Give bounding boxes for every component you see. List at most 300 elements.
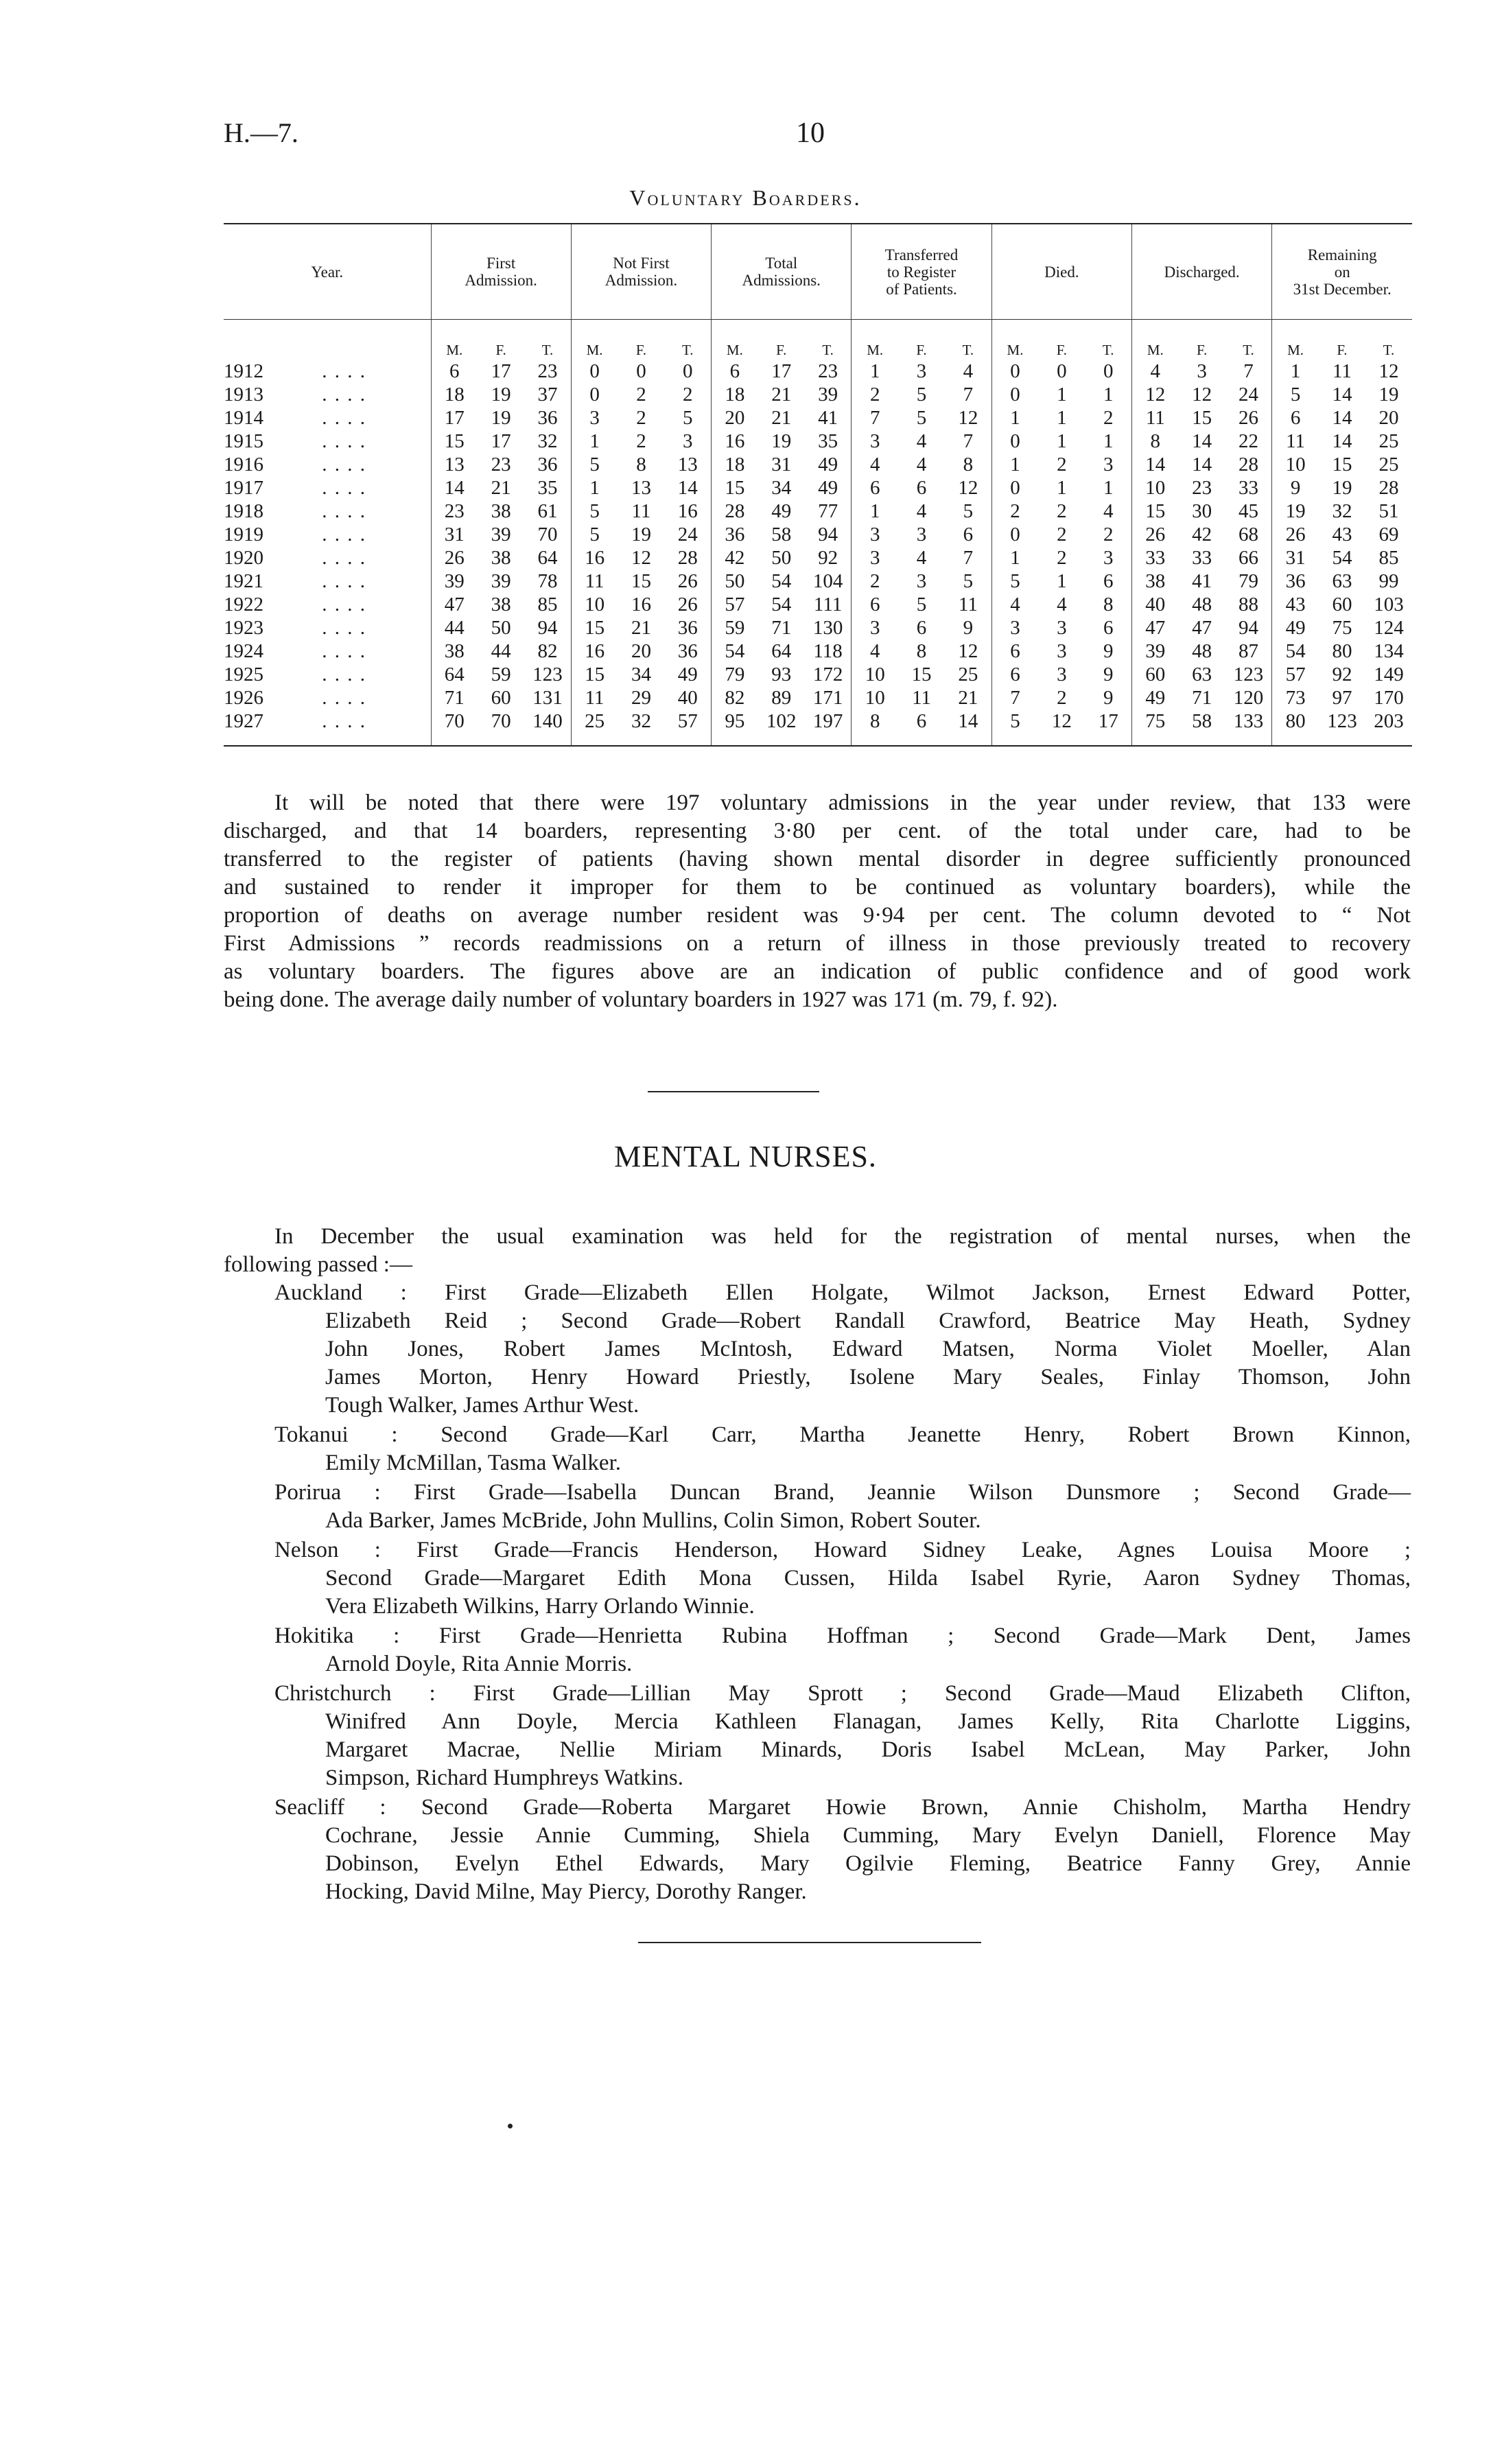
value-cell: 32 <box>631 710 651 732</box>
value-cell: 5 <box>683 407 693 429</box>
value-cell: 6 <box>916 617 927 639</box>
table-body <box>224 360 1412 746</box>
value-cell: 25 <box>958 664 978 685</box>
year-cell <box>224 406 431 430</box>
value-cell: 124 <box>1374 617 1404 639</box>
value-cell: 59 <box>491 664 511 685</box>
sub-header-t: T. <box>682 342 694 358</box>
value-cell: 33 <box>1192 547 1212 569</box>
sub-header-t: T. <box>1102 342 1114 358</box>
year-cell <box>224 616 431 640</box>
value-cell: 87 <box>1238 640 1258 662</box>
nurse-entry-line: Dobinson, Evelyn Ethel Edwards, Mary Ogilvie Fleming, Beatrice Fanny Grey, Annie <box>325 1851 1411 1876</box>
value-cell: 111 <box>813 594 843 615</box>
value-cell: 19 <box>771 430 792 452</box>
value-cell: 14 <box>431 476 478 500</box>
sub-header-m: M. <box>571 320 618 360</box>
value-cell: 2 <box>636 407 646 429</box>
table-row <box>224 640 1412 663</box>
value-cell: 6 <box>852 476 898 500</box>
column-header-line: to Register <box>887 263 956 281</box>
value-cell: 19 <box>631 524 651 545</box>
value-cell: 9 <box>1103 687 1114 709</box>
stray-dot-mark <box>508 2124 513 2128</box>
value-cell: 3 <box>916 360 927 382</box>
nurse-entry-line: Winifred Ann Doyle, Mercia Kathleen Flanagan, James Kelly, Rita Charlotte Liggins, <box>325 1709 1411 1734</box>
value-cell: 26 <box>1272 523 1319 546</box>
value-cell: 16 <box>631 594 651 615</box>
value-cell: 54 <box>1332 547 1352 569</box>
sub-header-m: M. <box>1132 320 1179 360</box>
year-value: 1926 <box>224 687 263 709</box>
value-cell: 64 <box>537 547 558 569</box>
sub-header-f: F. <box>1056 342 1067 358</box>
value-cell: 71 <box>431 686 478 709</box>
leader-dots: . . . . <box>322 454 366 476</box>
value-cell: 54 <box>1272 640 1319 663</box>
value-cell: 20 <box>712 406 758 430</box>
value-cell: 47 <box>1192 617 1212 639</box>
value-cell: 123 <box>532 664 563 685</box>
value-cell: 82 <box>537 640 558 662</box>
year-value: 1920 <box>224 547 263 569</box>
value-cell: 18 <box>712 453 758 476</box>
value-cell: 37 <box>537 384 558 406</box>
year-cell <box>224 546 431 570</box>
value-cell: 6 <box>852 593 898 616</box>
value-cell: 7 <box>963 430 974 452</box>
year-cell <box>224 523 431 546</box>
value-cell: 89 <box>771 687 792 709</box>
nurse-entry <box>224 1794 1411 1906</box>
value-cell: 23 <box>491 454 511 476</box>
year-value: 1912 <box>224 360 263 382</box>
value-cell: 21 <box>491 477 511 499</box>
value-cell: 64 <box>431 663 478 686</box>
value-cell: 12 <box>631 547 651 569</box>
value-cell: 41 <box>818 407 838 429</box>
table-row <box>224 686 1412 709</box>
value-cell: 28 <box>677 547 698 569</box>
value-cell: 44 <box>431 616 478 640</box>
value-cell: 28 <box>1238 454 1258 476</box>
value-cell: 36 <box>712 523 758 546</box>
value-cell: 1 <box>1057 430 1067 452</box>
leader-dots: . . . . <box>322 617 366 639</box>
value-cell: 9 <box>1272 476 1319 500</box>
value-cell: 80 <box>1272 709 1319 746</box>
value-cell: 0 <box>991 383 1038 406</box>
value-cell: 15 <box>431 430 478 453</box>
value-cell: 51 <box>1378 500 1399 522</box>
value-cell: 104 <box>812 570 843 592</box>
value-cell: 1 <box>852 500 898 523</box>
value-cell: 42 <box>712 546 758 570</box>
value-cell: 8 <box>916 640 927 662</box>
column-header-3 <box>712 224 852 320</box>
value-cell: 26 <box>1132 523 1179 546</box>
value-cell: 71 <box>771 617 792 639</box>
leader-dots: . . . . <box>322 430 366 452</box>
value-cell: 3 <box>916 570 927 592</box>
value-cell: 66 <box>1238 547 1258 569</box>
value-cell: 3 <box>1103 454 1114 476</box>
column-header-line: Died. <box>1044 263 1079 281</box>
column-header-line: on <box>1334 263 1350 281</box>
section-divider-rule <box>648 1091 819 1092</box>
value-cell: 8 <box>636 454 646 476</box>
sub-header-t: T. <box>1243 342 1254 358</box>
column-header-7 <box>1272 224 1412 320</box>
nurse-entry-line: Auckland : First Grade—Elizabeth Ellen Holgate, Wilmot Jackson, Ernest Edward Potter, <box>274 1280 1411 1305</box>
year-cell <box>224 500 431 523</box>
end-divider-rule <box>638 1942 981 1943</box>
value-cell: 134 <box>1374 640 1404 662</box>
value-cell: 19 <box>491 407 511 429</box>
year-cell <box>224 663 431 686</box>
value-cell: 41 <box>1192 570 1212 592</box>
value-cell: 39 <box>491 524 511 545</box>
value-cell: 57 <box>712 593 758 616</box>
value-cell: 94 <box>818 524 838 545</box>
value-cell: 103 <box>1374 594 1404 615</box>
value-cell: 6 <box>991 640 1038 663</box>
value-cell: 6 <box>1103 617 1114 639</box>
value-cell: 11 <box>1332 360 1352 382</box>
value-cell: 5 <box>1272 383 1319 406</box>
value-cell: 50 <box>771 547 792 569</box>
nurse-entry-line: James Morton, Henry Howard Priestly, Isolene Mary Seales, Finlay Thomson, John <box>325 1365 1411 1389</box>
value-cell: 88 <box>1238 594 1258 615</box>
value-cell: 6 <box>916 477 927 499</box>
value-cell: 25 <box>571 709 618 746</box>
value-cell: 12 <box>1378 360 1399 382</box>
column-header-line: 31st December. <box>1293 280 1392 298</box>
value-cell: 22 <box>1238 430 1258 452</box>
year-value: 1917 <box>224 477 263 499</box>
value-cell: 57 <box>1272 663 1319 686</box>
value-cell: 97 <box>1332 687 1352 709</box>
value-cell: 60 <box>1132 663 1179 686</box>
year-cell <box>224 640 431 663</box>
value-cell: 39 <box>431 570 478 593</box>
value-cell: 49 <box>771 500 792 522</box>
value-cell: 16 <box>571 546 618 570</box>
column-header-5 <box>991 224 1131 320</box>
value-cell: 13 <box>431 453 478 476</box>
value-cell: 120 <box>1233 687 1264 709</box>
value-cell: 75 <box>1332 617 1352 639</box>
year-cell <box>224 360 431 383</box>
value-cell: 2 <box>991 500 1038 523</box>
year-value: 1927 <box>224 710 263 732</box>
value-cell: 172 <box>812 664 843 685</box>
value-cell: 17 <box>491 360 511 382</box>
value-cell: 8 <box>1132 430 1179 453</box>
value-cell: 14 <box>1132 453 1179 476</box>
value-cell: 13 <box>631 477 651 499</box>
nurse-entry-line: Hokitika : First Grade—Henrietta Rubina Hoffman ; Second Grade—Mark Dent, James <box>274 1623 1411 1648</box>
value-cell: 170 <box>1374 687 1404 709</box>
paragraph-line: and sustained to render it improper for them to be continued as voluntary boarders), while the <box>224 875 1411 900</box>
value-cell: 3 <box>852 523 898 546</box>
value-cell: 28 <box>1378 477 1399 499</box>
leader-dots: . . . . <box>322 547 366 569</box>
value-cell: 5 <box>571 523 618 546</box>
leader-dots: . . . . <box>322 710 366 732</box>
year-cell <box>224 570 431 593</box>
column-header-line: Admissions. <box>742 272 821 289</box>
page-number: 10 <box>796 117 825 149</box>
value-cell: 3 <box>683 430 693 452</box>
value-cell: 3 <box>916 524 927 545</box>
value-cell: 8 <box>1103 594 1114 615</box>
value-cell: 171 <box>812 687 843 709</box>
value-cell: 17 <box>431 406 478 430</box>
leader-dots: . . . . <box>322 640 366 662</box>
value-cell: 133 <box>1233 710 1264 732</box>
sub-header-blank <box>224 320 431 360</box>
value-cell: 47 <box>1132 616 1179 640</box>
year-cell <box>224 383 431 406</box>
value-cell: 2 <box>852 570 898 593</box>
value-cell: 11 <box>631 500 651 522</box>
table-row <box>224 570 1412 593</box>
value-cell: 50 <box>712 570 758 593</box>
value-cell: 4 <box>916 430 927 452</box>
value-cell: 7 <box>991 686 1038 709</box>
voluntary-boarders-table-container <box>224 223 1411 748</box>
value-cell: 15 <box>571 616 618 640</box>
value-cell: 0 <box>683 360 693 382</box>
column-header-1 <box>431 224 571 320</box>
table-row <box>224 663 1412 686</box>
value-cell: 7 <box>963 547 974 569</box>
value-cell: 2 <box>683 384 693 406</box>
value-cell: 1 <box>991 406 1038 430</box>
value-cell: 14 <box>1192 430 1212 452</box>
value-cell: 0 <box>991 476 1038 500</box>
value-cell: 11 <box>571 686 618 709</box>
document-reference: H.—7. <box>224 117 298 148</box>
column-header-line: First <box>486 255 516 272</box>
nurse-entry <box>224 1421 1411 1477</box>
nurse-entry-line: Cochrane, Jessie Annie Cumming, Shiela Cumming, Mary Evelyn Daniell, Florence May <box>325 1823 1411 1848</box>
value-cell: 4 <box>1132 360 1179 383</box>
leader-dots: . . . . <box>322 407 366 429</box>
value-cell: 23 <box>818 360 838 382</box>
value-cell: 59 <box>712 616 758 640</box>
value-cell: 2 <box>1057 454 1067 476</box>
nurse-entry-line: Emily McMillan, Tasma Walker. <box>325 1451 621 1475</box>
value-cell: 7 <box>1243 360 1254 382</box>
value-cell: 6 <box>712 360 758 383</box>
value-cell: 19 <box>491 384 511 406</box>
value-cell: 17 <box>491 430 511 452</box>
value-cell: 2 <box>1057 524 1067 545</box>
value-cell: 4 <box>916 547 927 569</box>
sub-header-f: F. <box>916 342 927 358</box>
value-cell: 12 <box>958 407 978 429</box>
paragraph-line: as voluntary boarders. The figures above are an indication of public confidence and of good work <box>224 959 1411 984</box>
value-cell: 5 <box>916 407 927 429</box>
value-cell: 43 <box>1332 524 1352 545</box>
value-cell: 102 <box>766 710 797 732</box>
value-cell: 1 <box>571 476 618 500</box>
nurse-entry-line: Margaret Macrae, Nellie Miriam Minards, Doris Isabel McLean, May Parker, John <box>325 1737 1411 1762</box>
value-cell: 32 <box>537 430 558 452</box>
value-cell: 26 <box>1238 407 1258 429</box>
value-cell: 4 <box>916 454 927 476</box>
value-cell: 2 <box>1103 407 1114 429</box>
intro-line: In December the usual examination was held for the registration of mental nurses, when the <box>274 1224 1411 1249</box>
year-value: 1923 <box>224 617 263 639</box>
value-cell: 18 <box>431 383 478 406</box>
value-cell: 70 <box>431 709 478 746</box>
value-cell: 79 <box>1238 570 1258 592</box>
value-cell: 6 <box>963 524 974 545</box>
paragraph-line: It will be noted that there were 197 voluntary admissions in the year under review, that 133 were <box>274 790 1411 815</box>
value-cell: 4 <box>1057 594 1067 615</box>
value-cell: 35 <box>818 430 838 452</box>
column-header-line: Remaining <box>1307 246 1377 263</box>
value-cell: 10 <box>852 663 898 686</box>
value-cell: 68 <box>1238 524 1258 545</box>
value-cell: 36 <box>537 407 558 429</box>
leader-dots: . . . . <box>322 524 366 545</box>
value-cell: 4 <box>852 453 898 476</box>
table-row <box>224 523 1412 546</box>
value-cell: 71 <box>1192 687 1212 709</box>
year-value: 1914 <box>224 407 263 429</box>
value-cell: 36 <box>537 454 558 476</box>
value-cell: 29 <box>631 687 651 709</box>
year-cell <box>224 593 431 616</box>
value-cell: 21 <box>631 617 651 639</box>
value-cell: 1 <box>1103 384 1114 406</box>
nurse-entry <box>224 1536 1411 1621</box>
value-cell: 39 <box>818 384 838 406</box>
value-cell: 48 <box>1192 640 1212 662</box>
column-header-line: Discharged. <box>1164 263 1240 281</box>
value-cell: 203 <box>1374 710 1404 732</box>
column-header-line: Year. <box>311 263 344 281</box>
value-cell: 39 <box>1132 640 1179 663</box>
value-cell: 2 <box>636 430 646 452</box>
value-cell: 5 <box>991 709 1038 746</box>
value-cell: 118 <box>813 640 843 662</box>
value-cell: 7 <box>852 406 898 430</box>
value-cell: 70 <box>537 524 558 545</box>
mental-nurses-list <box>224 1223 1411 1908</box>
value-cell: 28 <box>712 500 758 523</box>
value-cell: 0 <box>636 360 646 382</box>
value-cell: 58 <box>771 524 792 545</box>
value-cell: 54 <box>771 594 792 615</box>
sub-header-t: T. <box>541 342 554 358</box>
year-cell <box>224 453 431 476</box>
leader-dots: . . . . <box>322 384 366 406</box>
value-cell: 95 <box>712 709 758 746</box>
value-cell: 32 <box>1332 500 1352 522</box>
year-value: 1922 <box>224 594 263 615</box>
value-cell: 14 <box>1192 454 1212 476</box>
value-cell: 48 <box>1192 594 1212 615</box>
value-cell: 82 <box>712 686 758 709</box>
nurse-entry-line: Tough Walker, James Arthur West. <box>325 1393 639 1418</box>
table-row <box>224 476 1412 500</box>
nurse-entry-line: Ada Barker, James McBride, John Mullins, Colin Simon, Robert Souter. <box>325 1508 981 1533</box>
leader-dots: . . . . <box>322 500 366 522</box>
table-row <box>224 593 1412 616</box>
value-cell: 15 <box>1192 407 1212 429</box>
year-cell <box>224 476 431 500</box>
table-row <box>224 453 1412 476</box>
value-cell: 7 <box>963 384 974 406</box>
table-bottom-rule <box>224 746 1412 748</box>
value-cell: 24 <box>1238 384 1258 406</box>
value-cell: 0 <box>991 360 1038 383</box>
value-cell: 12 <box>1132 383 1179 406</box>
value-cell: 38 <box>491 594 511 615</box>
value-cell: 4 <box>852 640 898 663</box>
value-cell: 5 <box>571 453 618 476</box>
value-cell: 14 <box>958 710 978 732</box>
value-cell: 1 <box>1057 570 1067 592</box>
sub-header-m: M. <box>852 320 898 360</box>
value-cell: 10 <box>571 593 618 616</box>
sub-header-m: M. <box>431 320 478 360</box>
value-cell: 85 <box>1378 547 1399 569</box>
leader-dots: . . . . <box>322 687 366 709</box>
nurse-entry-line: Second Grade—Margaret Edith Mona Cussen, Hilda Isabel Ryrie, Aaron Sydney Thomas, <box>325 1566 1411 1591</box>
paragraph-line: being done. The average daily number of voluntary boarders in 1927 was 171 (m. 79, f. 92). <box>224 987 1058 1012</box>
value-cell: 54 <box>771 570 792 592</box>
value-cell: 36 <box>677 617 698 639</box>
column-header-4 <box>852 224 991 320</box>
value-cell: 10 <box>1272 453 1319 476</box>
leader-dots: . . . . <box>322 360 366 382</box>
sub-header-f: F. <box>495 342 506 358</box>
value-cell: 26 <box>677 570 698 592</box>
value-cell: 11 <box>958 594 978 615</box>
value-cell: 92 <box>818 547 838 569</box>
value-cell: 77 <box>818 500 838 522</box>
sub-header-t: T. <box>1383 342 1395 358</box>
value-cell: 20 <box>1378 407 1399 429</box>
value-cell: 49 <box>677 664 698 685</box>
value-cell: 26 <box>677 594 698 615</box>
nurse-entry <box>224 1279 1411 1420</box>
value-cell: 16 <box>677 500 698 522</box>
value-cell: 3 <box>1057 617 1067 639</box>
value-cell: 21 <box>771 407 792 429</box>
nurse-entry-line: Hocking, David Milne, May Piercy, Dorothy Ranger. <box>325 1879 807 1904</box>
year-value: 1921 <box>224 570 263 592</box>
value-cell: 3 <box>1197 360 1207 382</box>
value-cell: 6 <box>991 663 1038 686</box>
column-header-line: Admission. <box>465 272 537 289</box>
value-cell: 43 <box>1272 593 1319 616</box>
value-cell: 1 <box>1103 477 1114 499</box>
table-row <box>224 383 1412 406</box>
value-cell: 5 <box>963 500 974 522</box>
table-row <box>224 360 1412 383</box>
value-cell: 4 <box>916 500 927 522</box>
value-cell: 31 <box>771 454 792 476</box>
sub-header-t: T. <box>962 342 974 358</box>
value-cell: 40 <box>677 687 698 709</box>
